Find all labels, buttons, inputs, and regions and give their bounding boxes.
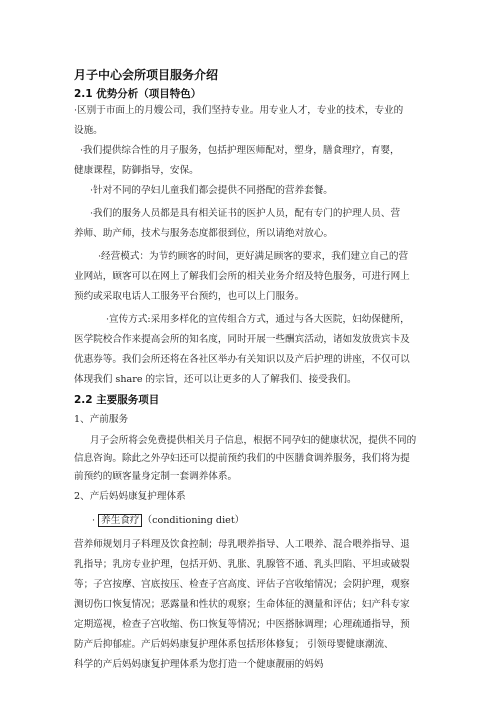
paragraph-line: ·针对不同的孕妇儿童我们都会提供不同搭配的营养套餐。 xyxy=(90,185,333,196)
section-2-2-heading: 2.2 主要服务项目 xyxy=(74,394,160,406)
bullet-dot: · xyxy=(92,515,99,526)
bullet-line xyxy=(92,512,244,526)
paragraph-line: ·我们提供综合性的月子服务，包括护理医师配对，塑身，膳食理疗，育婴， xyxy=(80,145,400,156)
paragraph-line: 体现我们 share 的宗旨，还可以让更多的人了解我们、接受我们。 xyxy=(74,374,357,385)
service-item-title: 2、产后妈妈康复护理体系 xyxy=(74,491,186,502)
paragraph-line: 测切伤口恢复情况；恶露量和性状的观察；生命体征的测量和评估；妇产科专家 xyxy=(74,599,410,610)
paragraph-line: 乳指导；乳房专业护理，包括开奶、乳胀、乳腺管不通、乳头凹陷、平坦或破裂 xyxy=(74,559,410,570)
paragraph-line: 等；子宫按摩、宫底按压、检查子宫高度、评估子宫收缩情况；会阴护理，观察 xyxy=(74,579,410,590)
paragraph-line: 预约或采取电话人工服务平台预约，也可以上门服务。 xyxy=(74,291,305,302)
paragraph-line: 前预约的顾客量身定制一套调养体系。 xyxy=(74,471,238,482)
paragraph-line: 健康课程，防御指导，安保。 xyxy=(74,165,199,176)
paragraph-line: 营养师规划月子料理及饮食控制；母乳喂养指导、人工喂养、混合喂养指导、退 xyxy=(74,539,410,550)
paragraph-line: ·宣传方式:采用多样化的宣传组合方式，通过与各大医院，妇幼保健所， xyxy=(106,314,410,325)
paragraph-line: 防产后抑郁症。产后妈妈康复护理体系包括形体修复； 引领母婴健康潮流、 xyxy=(74,639,394,650)
paragraph-line: 科学的产后妈妈康复护理体系为您打造一个健康靓丽的妈妈 xyxy=(74,659,324,670)
bullet-term-english: （conditioning diet） xyxy=(142,515,245,526)
paragraph-line: 养师、助产师，技术与服务态度都很到位，所以请绝对放心。 xyxy=(74,228,334,239)
paragraph-line: 定期巡视，检查子宫收缩、伤口恢复等情况；中医搭脉调理；心理疏通指导，预 xyxy=(74,619,410,630)
boxed-term: 养生食疗 xyxy=(98,514,142,527)
paragraph-line: ·区别于市面上的月嫂公司，我们坚持专业。用专业人才，专业的技术，专业的 xyxy=(74,105,404,116)
paragraph-line: 医学院校合作来提高会所的知名度，同时开展一些酬宾活动，诸如发放贵宾卡及 xyxy=(74,334,410,345)
paragraph-line: 月子会所将会免费提供相关月子信息，根据不同孕妇的健康状况，提供不同的 xyxy=(90,435,417,446)
paragraph-line: ·我们的服务人员都是具有相关证书的医护人员，配有专门的护理人员、营 xyxy=(90,208,401,219)
paragraph-line: ·经营模式：为节约顾客的时间，更好满足顾客的要求，我们建立自己的营 xyxy=(98,251,409,262)
paragraph-line: 优惠券等。我们会所还将在各社区举办有关知识以及产后护理的讲座，不仅可以 xyxy=(74,354,410,365)
paragraph-line: 设施。 xyxy=(74,125,103,136)
paragraph-line: 业网站，顾客可以在网上了解我们会所的相关业务介绍及特色服务，可进行网上 xyxy=(74,271,410,282)
paragraph-line: 信息咨询。除此之外孕妇还可以提前预约我们的中医膳食调养服务，我们将为提 xyxy=(74,453,410,464)
service-item-title: 1、产前服务 xyxy=(74,414,129,425)
section-2-1-heading: 2.1 优势分析（项目特色） xyxy=(74,88,202,100)
page-title: 月子中心会所项目服务介绍 xyxy=(74,68,219,82)
